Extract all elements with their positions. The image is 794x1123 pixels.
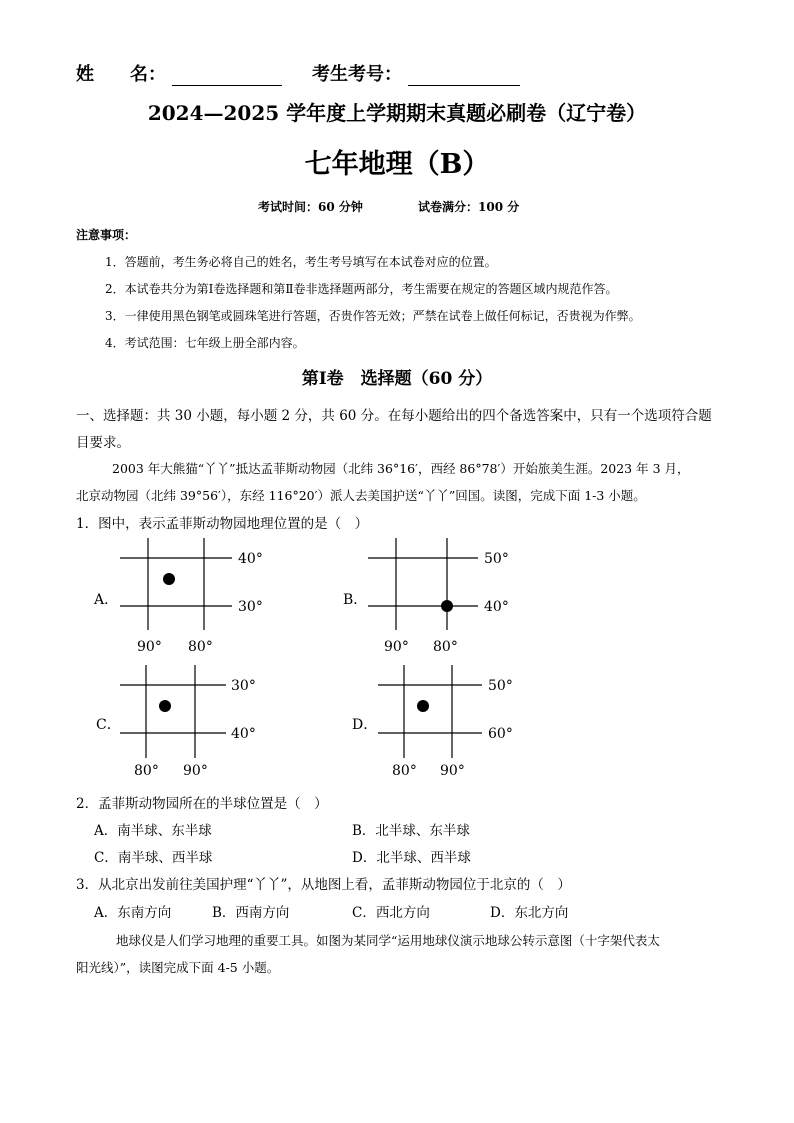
note-item: 2．本试卷共分为第Ⅰ卷选择题和第Ⅱ卷非选择题两部分，考生需要在规定的答题区域内规范作答。 (105, 282, 618, 296)
note-item: 4．考试范围：七年级上册全部内容。 (105, 336, 305, 350)
name-blank[interactable] (172, 64, 282, 86)
q3-option-c[interactable]: C．西北方向 (352, 905, 430, 921)
passage-line: 地球仪是人们学习地理的重要工具。如图为某同学“运用地球仪演示地球公转示意图（十字架代表太 (116, 933, 660, 948)
section-title: 第Ⅰ卷 选择题（60 分） (301, 369, 493, 389)
latitude-label: 50° (488, 678, 513, 694)
q1-grid-diagrams (0, 530, 794, 780)
latitude-label: 40° (238, 551, 263, 567)
question-3-stem: 3．从北京出发前往美国护理“丫丫”，从地图上看，孟菲斯动物园位于北京的（ ） (76, 877, 571, 893)
option-letter: B． (343, 592, 368, 608)
q3-option-b[interactable]: B．西南方向 (212, 905, 290, 921)
instructions-line: 目要求。 (76, 435, 130, 451)
passage-line: 2003 年大熊猫“丫丫”抵达孟菲斯动物园（北纬 36°16′，西经 86°78′）开始旅美生涯。2023 年 3 月， (112, 461, 690, 476)
option-a-grid[interactable] (93, 538, 263, 655)
longitude-label: 90° (137, 639, 162, 655)
latitude-label: 30° (231, 678, 256, 694)
location-dot (417, 700, 429, 712)
longitude-label: 80° (392, 763, 417, 779)
latitude-label: 60° (488, 726, 513, 742)
q3-option-d[interactable]: D．东北方向 (490, 905, 569, 921)
longitude-label: 90° (384, 639, 409, 655)
question-1-stem: 1．图中，表示孟菲斯动物园地理位置的是（ ） (76, 516, 369, 532)
option-d-grid[interactable] (352, 665, 513, 779)
longitude-label: 90° (183, 763, 208, 779)
longitude-label: 80° (433, 639, 458, 655)
latitude-label: 50° (484, 551, 509, 567)
longitude-label: 80° (188, 639, 213, 655)
exam-time: 考试时间：60 分钟 (258, 200, 363, 214)
option-c-grid[interactable] (96, 665, 256, 779)
q2-option-c[interactable]: C．南半球、西半球 (94, 850, 213, 866)
instructions-line: 一、选择题：共 30 小题，每小题 2 分，共 60 分。在每小题给出的四个备选答案中，只有一个选项符合题 (76, 408, 712, 424)
exam-id-field (312, 60, 520, 86)
option-letter: C． (96, 717, 121, 733)
exam-id-blank[interactable] (408, 64, 520, 86)
latitude-label: 40° (484, 599, 509, 615)
exam-id-label: 考生考号： (312, 64, 402, 85)
name-field (76, 60, 282, 86)
location-dot (163, 573, 175, 585)
exam-score: 试卷满分：100 分 (418, 200, 520, 214)
longitude-label: 90° (440, 763, 465, 779)
q2-option-b[interactable]: B．北半球、东半球 (352, 823, 470, 839)
location-dot (441, 600, 453, 612)
location-dot (159, 700, 171, 712)
option-b-grid[interactable] (343, 538, 509, 655)
subject-title: 七年地理（B） (304, 149, 490, 180)
latitude-label: 30° (238, 599, 263, 615)
question-2-stem: 2．孟菲斯动物园所在的半球位置是（ ） (76, 796, 328, 812)
passage-line: 阳光线）”，读图完成下面 4-5 小题。 (76, 960, 280, 975)
exam-title: 2024—2025 学年度上学期期末真题必刷卷（辽宁卷） (147, 101, 647, 125)
passage-line: 北京动物园（北纬 39°56′），东经 116°20′）派人去美国护送“丫丫”回国。读图，完成下面 1-3 小题。 (76, 488, 646, 503)
q2-option-a[interactable]: A．南半球、东半球 (94, 823, 212, 839)
q2-option-d[interactable]: D．北半球、西半球 (352, 850, 471, 866)
notes-heading: 注意事项： (76, 228, 137, 242)
option-letter: D． (352, 717, 378, 733)
note-item: 3．一律使用黑色钢笔或圆珠笔进行答题，否贵作答无效；严禁在试卷上做任何标记，否贵视为作弊。 (105, 309, 641, 323)
longitude-label: 80° (134, 763, 159, 779)
note-item: 1．答题前，考生务必将自己的姓名，考生考号填写在本试卷对应的位置。 (105, 255, 497, 269)
q3-option-a[interactable]: A．东南方向 (94, 905, 172, 921)
option-letter: A． (94, 592, 119, 608)
latitude-label: 40° (231, 726, 256, 742)
name-label: 姓 名： (76, 64, 166, 85)
